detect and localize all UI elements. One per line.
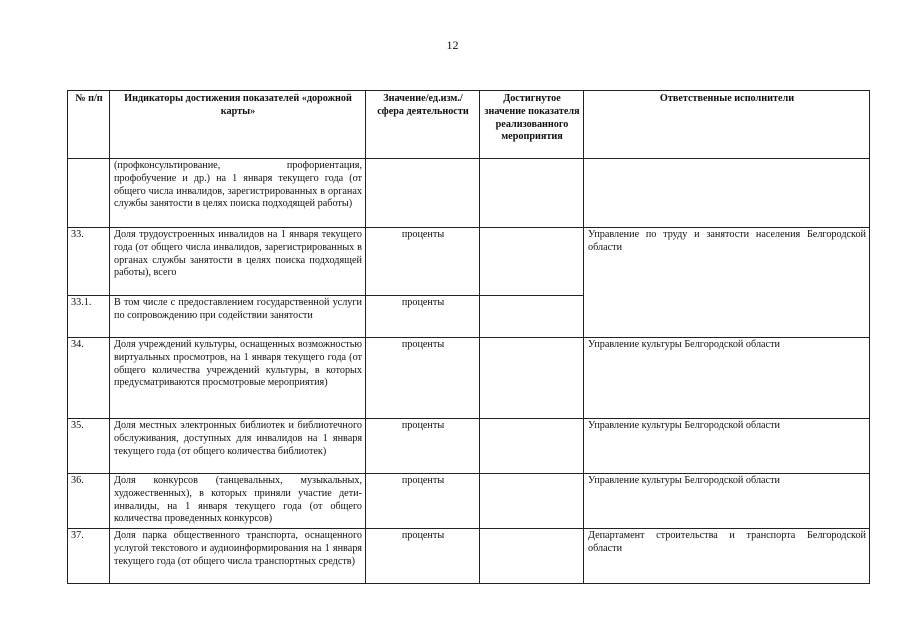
row-indicator: Доля трудоустроенных инвалидов на 1 января текущего года (от общего числа инвалидов, зарегистрированных в органах службы занятости в целях поиска подходящей работы), всего bbox=[110, 228, 366, 296]
table-row bbox=[68, 228, 870, 296]
row-unit: проценты bbox=[366, 338, 480, 419]
row-achieved bbox=[480, 159, 584, 228]
table-row bbox=[68, 159, 870, 228]
header-num: № п/п bbox=[68, 91, 110, 159]
row-achieved bbox=[480, 529, 584, 584]
table-row bbox=[68, 474, 870, 529]
row-indicator: Доля конкурсов (танцевальных, музыкальных, художественных), в которых приняли участие дети-инвалиды, на 1 января текущего года (от общего количества проведенных конкурсов) bbox=[110, 474, 366, 529]
header-responsible: Ответственные исполнители bbox=[584, 91, 870, 159]
row-unit: проценты bbox=[366, 529, 480, 584]
table-row bbox=[68, 529, 870, 584]
row-unit bbox=[366, 159, 480, 228]
row-achieved bbox=[480, 419, 584, 474]
row-num: 37. bbox=[68, 529, 110, 584]
row-indicator: Доля местных электронных библиотек и библиотечного обслуживания, доступных для инвалидов на 1 января текущего года (от общего количества библиотек) bbox=[110, 419, 366, 474]
row-achieved bbox=[480, 296, 584, 338]
header-indicator: Индикаторы достижения показателей «дорожной карты» bbox=[110, 91, 366, 159]
row-indicator: Доля учреждений культуры, оснащенных возможностью виртуальных просмотров, на 1 января текущего года (от общего количества учреждений культуры, в которых предусматриваются просмотровые мероприятия) bbox=[110, 338, 366, 419]
row-num: 33. bbox=[68, 228, 110, 296]
row-achieved bbox=[480, 228, 584, 296]
row-indicator: Доля парка общественного транспорта, оснащенного услугой текстового и аудиоинформирования на 1 января текущего года (от общего числа транспортных средств) bbox=[110, 529, 366, 584]
page-number: 12 bbox=[446, 38, 459, 52]
row-indicator: (профконсультирование, профориентация, профобучение и др.) на 1 января текущего года (от общего числа инвалидов, зарегистрированных в органах службы занятости в целях поиска подходящей работы) bbox=[110, 159, 366, 228]
table-row bbox=[68, 419, 870, 474]
row-responsible bbox=[584, 159, 870, 228]
row-responsible: Управление культуры Белгородской области bbox=[584, 419, 870, 474]
row-num bbox=[68, 159, 110, 228]
row-responsible: Управление культуры Белгородской области bbox=[584, 474, 870, 529]
row-num: 35. bbox=[68, 419, 110, 474]
table-row bbox=[68, 338, 870, 419]
row-unit: проценты bbox=[366, 228, 480, 296]
row-unit: проценты bbox=[366, 419, 480, 474]
row-responsible: Управление культуры Белгородской области bbox=[584, 338, 870, 419]
row-indicator: В том числе с предоставлением государственной услуги по сопровождению при содействии занятости bbox=[110, 296, 366, 338]
row-responsible: Управление по труду и занятости населения Белгородской области bbox=[584, 228, 870, 338]
roadmap-indicators-table bbox=[67, 90, 870, 584]
table-header-row bbox=[68, 91, 870, 159]
row-unit: проценты bbox=[366, 474, 480, 529]
header-unit: Значение/ед.изм./ сфера деятельности bbox=[366, 91, 480, 159]
row-responsible: Департамент строительства и транспорта Белгородской области bbox=[584, 529, 870, 584]
row-unit: проценты bbox=[366, 296, 480, 338]
row-num: 36. bbox=[68, 474, 110, 529]
row-num: 34. bbox=[68, 338, 110, 419]
row-num: 33.1. bbox=[68, 296, 110, 338]
row-achieved bbox=[480, 338, 584, 419]
header-achieved: Достигнутое значение показателя реализованного мероприятия bbox=[480, 91, 584, 159]
roadmap-table-wrapper bbox=[67, 90, 870, 584]
row-achieved bbox=[480, 474, 584, 529]
